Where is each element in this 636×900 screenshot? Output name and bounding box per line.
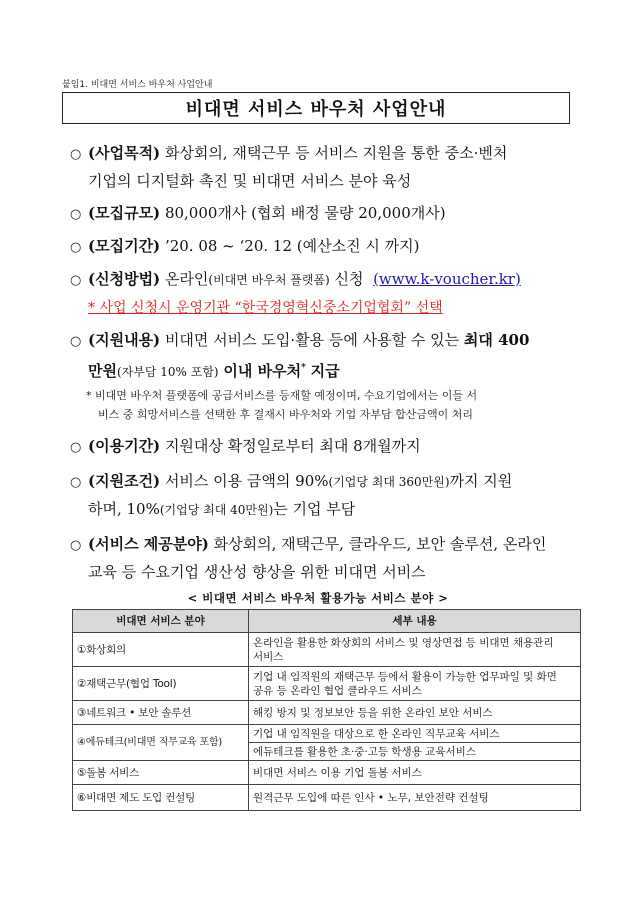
section-text: 80,000개사 (협회 배정 물량 20,000개사) bbox=[164, 204, 446, 222]
table-cell-detail: 온라인을 활용한 화상회의 서비스 및 영상면접 등 비대면 채용관리 서비스 bbox=[249, 633, 581, 667]
circle-bullet-icon: ○ bbox=[70, 273, 82, 288]
section-heading: (신청방법) bbox=[88, 270, 161, 288]
table-cell-detail: 비대면 서비스 이용 기업 돌봄 서비스 bbox=[249, 761, 581, 785]
table-cell-category: ④에듀테크(비대면 직무교육 포함) bbox=[73, 725, 249, 761]
table-row bbox=[73, 633, 581, 667]
section-text: 온라인 bbox=[164, 270, 209, 288]
section-heading: (사업목적) bbox=[88, 144, 161, 162]
section-heading: (모집기간) bbox=[88, 237, 161, 255]
footnote-line: * 비대면 바우처 플랫폼에 공급서비스를 등재할 예정이며, 수요기업에서는 이들 서 bbox=[86, 389, 478, 402]
circle-bullet-icon: ○ bbox=[70, 538, 82, 553]
table-cell-category: ①화상회의 bbox=[73, 633, 249, 667]
section-text: 신청 bbox=[334, 270, 364, 288]
page-title bbox=[62, 92, 570, 124]
page-title-text: 비대면 서비스 바우처 사업안내 bbox=[185, 99, 447, 120]
section-recruit-period bbox=[70, 233, 580, 261]
section-text-small: (기업당 최대 40만원) bbox=[159, 503, 274, 517]
section-text: 는 기업 부담 bbox=[273, 500, 356, 518]
section-text-small: (기업당 최대 360만원) bbox=[328, 475, 450, 489]
table-header-cell: 비대면 서비스 분야 bbox=[73, 610, 249, 633]
section-text: 화상회의, 재택근무 등 서비스 지원을 통한 중소·벤처 bbox=[164, 144, 508, 162]
section-text: 서비스 이용 금액의 90% bbox=[164, 472, 329, 490]
service-field-table bbox=[72, 609, 581, 811]
section-heading: (지원조건) bbox=[88, 472, 161, 490]
table-cell-category: ③네트워크 • 보안 솔루션 bbox=[73, 701, 249, 725]
table-row bbox=[73, 701, 581, 725]
section-text-bold: 최대 400 bbox=[463, 331, 530, 349]
attachment-label: 붙임1. 비대면 서비스 바우처 사업안내 bbox=[62, 80, 213, 90]
table-row bbox=[73, 667, 581, 701]
section-text: 까지 지원 bbox=[449, 472, 513, 490]
circle-bullet-icon: ○ bbox=[70, 440, 82, 455]
table-cell-detail: 원격근무 도입에 따른 인사 • 노무, 보안전략 컨설팅 bbox=[249, 785, 581, 811]
table-row bbox=[73, 725, 581, 743]
table-cell-category: ⑤돌봄 서비스 bbox=[73, 761, 249, 785]
section-recruit-size bbox=[70, 200, 580, 228]
section-text: 화상회의, 재택근무, 클라우드, 보안 솔루션, 온라인 bbox=[213, 535, 547, 553]
section-text: 하며, 10% bbox=[88, 500, 160, 518]
section-heading: (지원내용) bbox=[88, 331, 161, 349]
table-row bbox=[73, 761, 581, 785]
section-text-small: (비대면 바우처 플랫폼) bbox=[208, 273, 330, 287]
section-usage-period bbox=[70, 433, 580, 461]
section-heading: (모집규모) bbox=[88, 204, 161, 222]
table-cell-detail: 기업 내 임직원의 재택근무 등에서 활용이 가능한 업무파일 및 화면 공유 등 온라인 협업 클라우드 서비스 bbox=[249, 667, 581, 701]
section-text-bold: 지급 bbox=[310, 362, 340, 380]
circle-bullet-icon: ○ bbox=[70, 240, 82, 255]
footnote-line: 비스 중 희망서비스를 선택한 후 결재시 바우처와 기업 자부담 합산금액이 처리 bbox=[98, 408, 473, 421]
footnote-mark: * bbox=[301, 363, 306, 373]
section-support-conditions bbox=[70, 468, 580, 523]
section-heading: (이용기간) bbox=[88, 437, 161, 455]
table-header-row bbox=[73, 610, 581, 633]
section-support-content bbox=[70, 327, 580, 385]
voucher-footnote bbox=[86, 386, 586, 424]
section-text: 지원대상 확정일로부터 최대 8개월까지 bbox=[164, 437, 421, 455]
table-row bbox=[73, 785, 581, 811]
section-purpose bbox=[70, 140, 580, 194]
table-cell-category: ②재택근무(협업 Tool) bbox=[73, 667, 249, 701]
table-cell-detail: 에듀테크를 활용한 초·중·고등 학생용 교육서비스 bbox=[249, 743, 581, 761]
table-title: < 비대면 서비스 바우처 활용가능 서비스 분야 > bbox=[187, 591, 449, 605]
circle-bullet-icon: ○ bbox=[70, 207, 82, 222]
section-text-bold: 이내 바우처 bbox=[223, 362, 302, 380]
circle-bullet-icon: ○ bbox=[70, 475, 82, 490]
table-cell-detail: 기업 내 임직원을 대상으로 한 온라인 직무교육 서비스 bbox=[249, 725, 581, 743]
table-cell-detail: 해킹 방지 및 정보보안 등을 위한 온라인 보안 서비스 bbox=[249, 701, 581, 725]
table-cell-category: ⑥비대면 제도 도입 컨설팅 bbox=[73, 785, 249, 811]
section-text-continued: 기업의 디지털화 촉진 및 비대면 서비스 분야 육성 bbox=[88, 172, 412, 190]
section-service-fields bbox=[70, 531, 580, 585]
table-header-cell: 세부 내용 bbox=[249, 610, 581, 633]
section-heading: (서비스 제공분야) bbox=[88, 535, 209, 553]
circle-bullet-icon: ○ bbox=[70, 147, 82, 162]
voucher-site-link[interactable]: (www.k-voucher.kr) bbox=[373, 270, 521, 288]
circle-bullet-icon: ○ bbox=[70, 334, 82, 349]
section-text: ’20. 08 ~ ‘20. 12 (예산소진 시 까지) bbox=[164, 237, 420, 255]
section-text-continued: 교육 등 수요기업 생산성 향상을 위한 비대면 서비스 bbox=[88, 563, 426, 581]
section-text-bold: 만원 bbox=[88, 362, 117, 380]
section-apply-method bbox=[70, 266, 580, 321]
section-text-small: (자부담 10% 포함) bbox=[116, 365, 219, 379]
section-text: 비대면 서비스 도입·활용 등에 사용할 수 있는 bbox=[164, 331, 460, 349]
operator-selection-note: * 사업 신청시 운영기관 “한국경영혁신중소기업협회” 선택 bbox=[88, 300, 443, 316]
